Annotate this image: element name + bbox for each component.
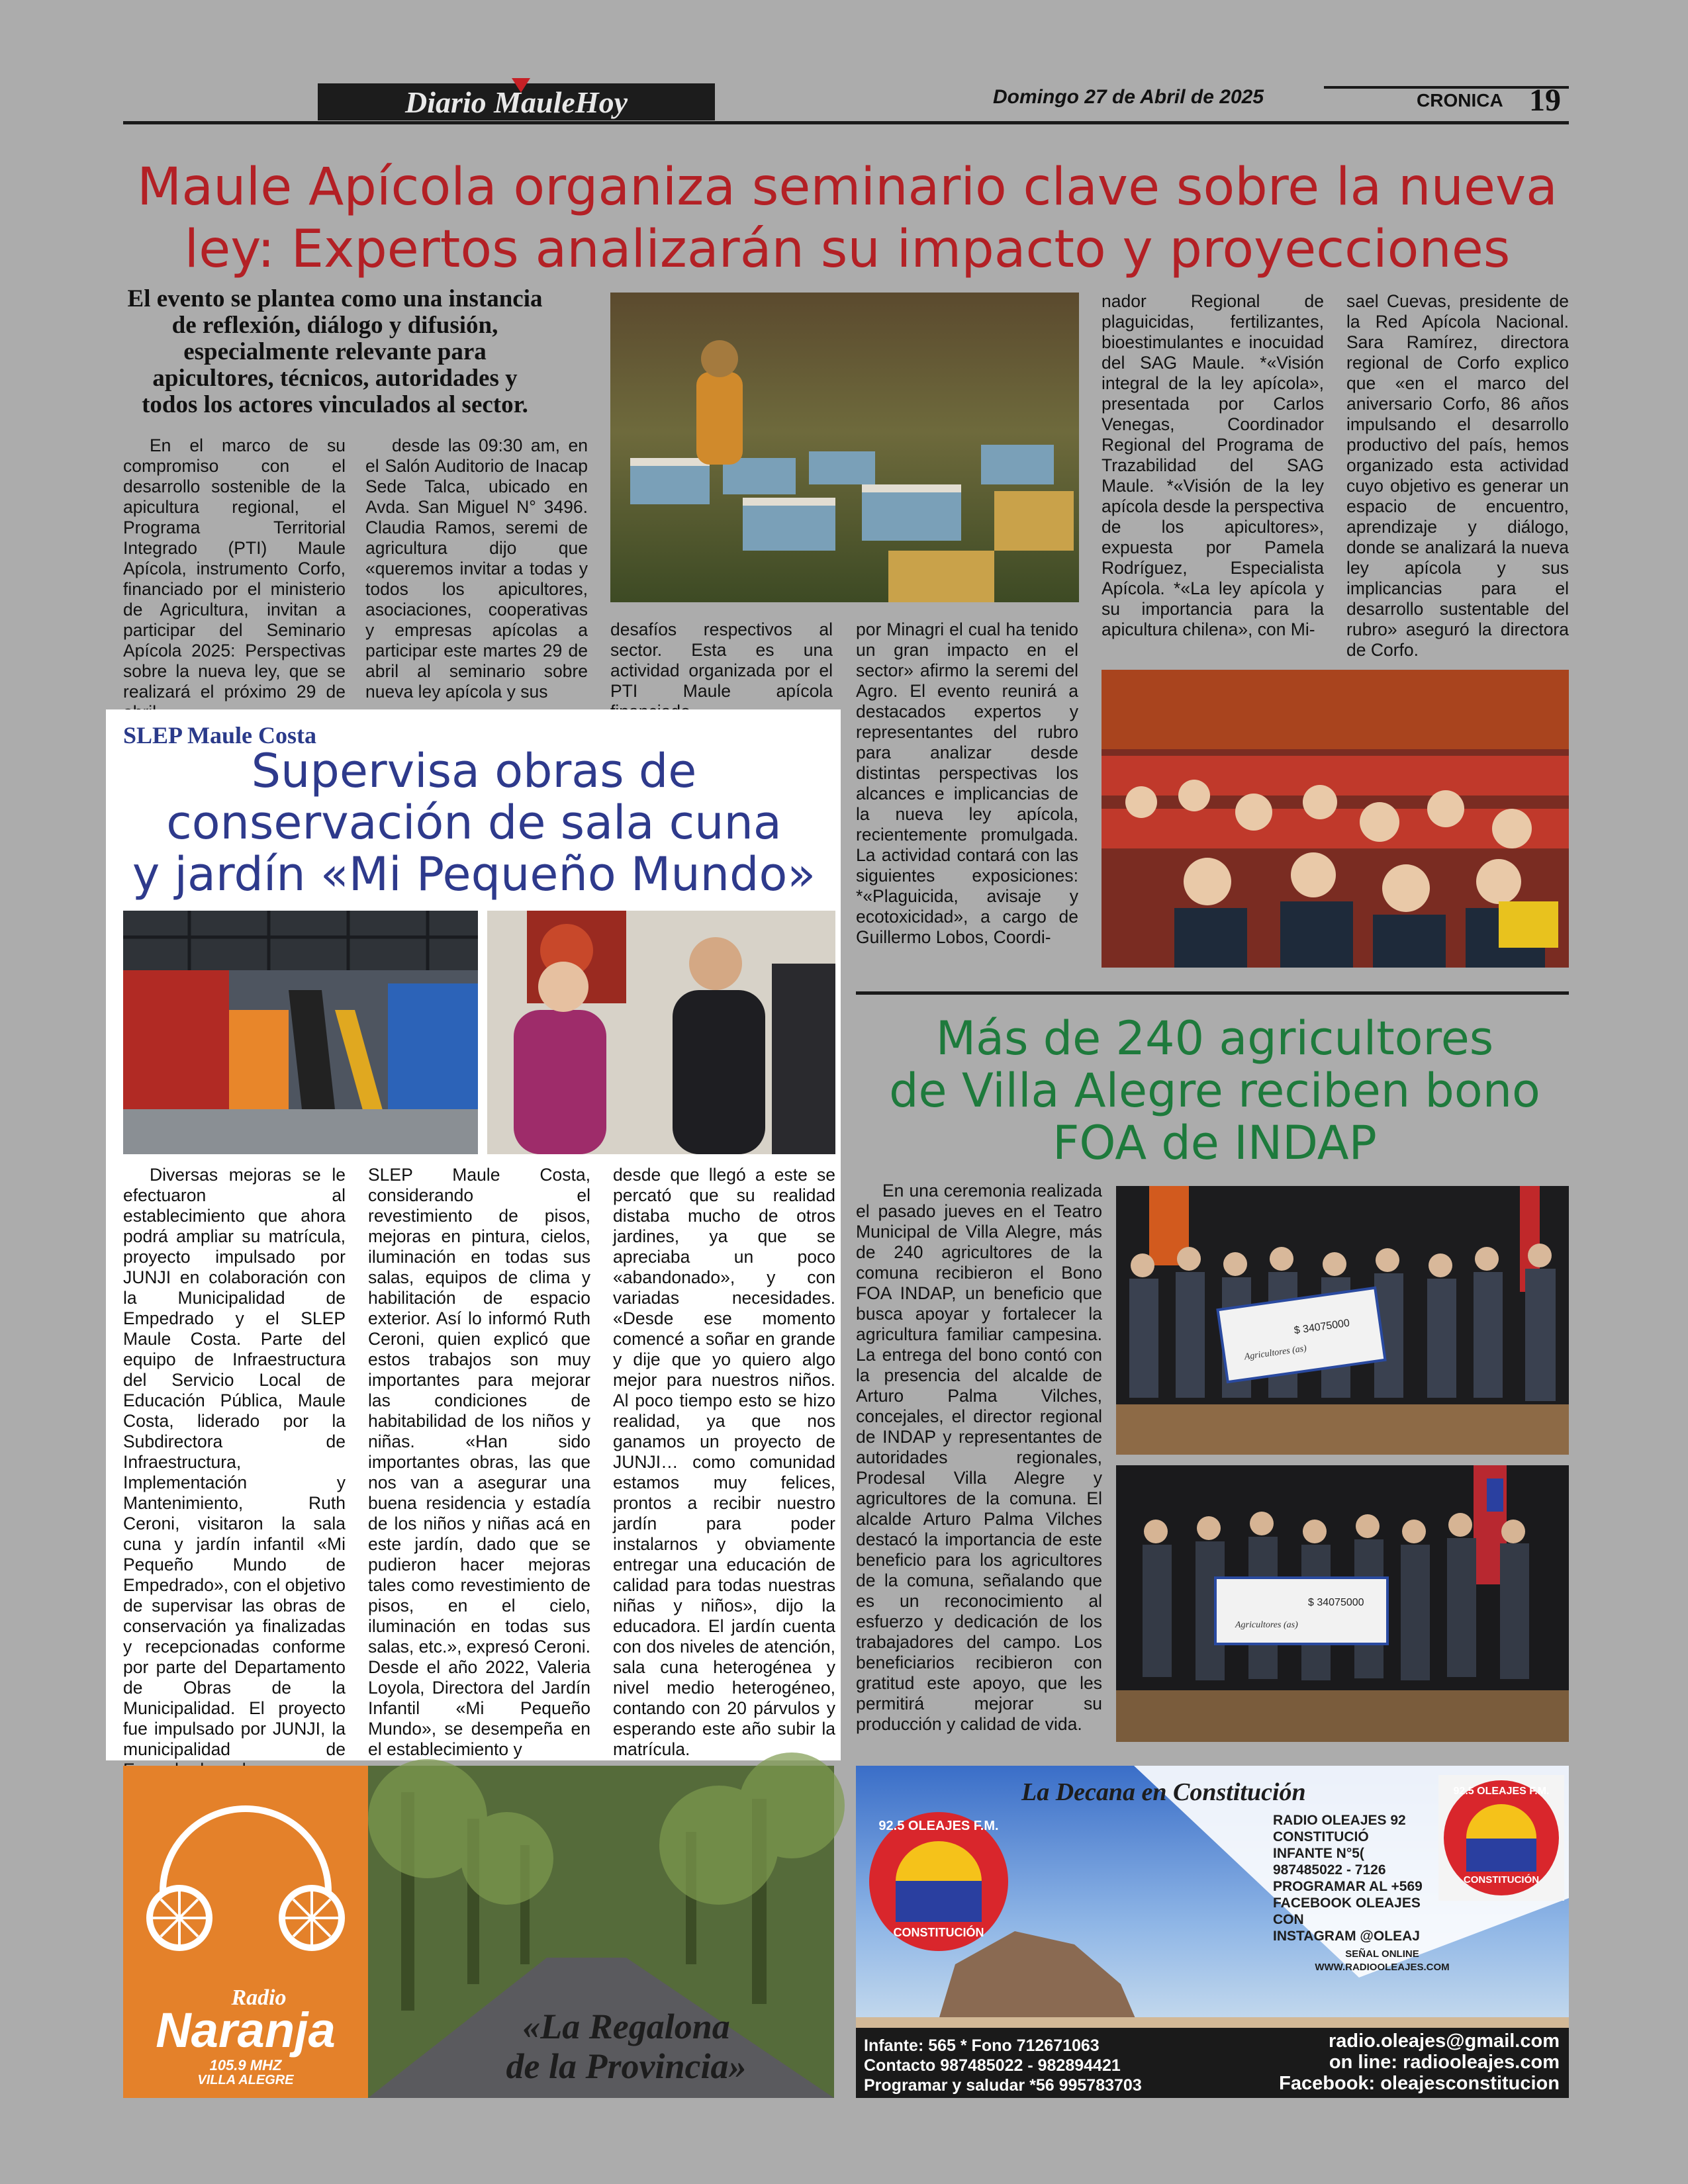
naranja-slogan-line1: «La Regalona xyxy=(522,2007,730,2046)
radio-naranja-ad xyxy=(123,1766,834,2098)
oleajes-footer xyxy=(856,2028,1569,2098)
naranja-place: VILLA ALEGRE xyxy=(197,2073,294,2087)
oleajes-info-line: INFANTE N°5( xyxy=(1273,1846,1364,1861)
oleajes-online-label: SEÑAL ONLINE xyxy=(1345,1948,1419,1960)
officials-visit-photo xyxy=(487,911,835,1154)
oleajes-info-line: 987485022 - 7126 xyxy=(1273,1862,1386,1878)
oleajes-tagline: La Decana en Constitución xyxy=(1021,1778,1306,1806)
issue-date: Domingo 27 de Abril de 2025 xyxy=(993,86,1264,108)
article1-col4 xyxy=(856,619,1078,964)
article2-kicker: SLEP Maule Costa xyxy=(123,722,317,749)
oleajes-footer-left xyxy=(864,2036,1142,2095)
oleajes-logo-right xyxy=(1438,1775,1564,1901)
naranja-brand: Naranja xyxy=(156,2003,336,2058)
oleajes-logo-right-text: 92.5 OLEAJES F.M. xyxy=(1453,1786,1550,1797)
naranja-brand-small: Radio xyxy=(231,1985,287,2010)
oleajes-footer-left-line: Infante: 565 * Fono 712671063 xyxy=(864,2036,1100,2055)
article1-col6-text: sael Cuevas, presidente de la Red Apícola Nacional. Sara Ramírez, directora regional de Corfo explico que «en el marco del aniversario Corfo, 86 años impulsando el desarrollo productivo del país, hemos organizado esta actividad cuyo objetivo es generar un espacio de encuentro, aprendizaje y diálogo, donde se analizará la nueva ley apícola y sus implicancias para el desarrollo sustentable del rubro» aseguró la directora de Corfo. xyxy=(1346,291,1569,660)
oleajes-logo-right-sun-icon xyxy=(1466,1804,1536,1872)
bono-ceremony-photo-1 xyxy=(1116,1186,1569,1455)
oleajes-footer-right-line: Facebook: oleajesconstitucion xyxy=(1279,2073,1560,2094)
article1-col3 xyxy=(610,619,833,699)
article1-col1-text: En el marco de su compromiso con el desarrollo sostenible de la apicultura regional, el Programa Territorial Integrado (PTI) Maule Apícola, instrumento Corfo, financiado por el ministerio de Agricultura, invitan a participar del Seminario Apícola 2025: Perspectivas sobre la nueva ley, que se realizará el próximo 29 de xyxy=(123,435,346,702)
seminar-audience-photo xyxy=(1102,670,1569,968)
article3-body xyxy=(856,1181,1102,1750)
article1-col5 xyxy=(1102,291,1324,662)
article1-col6 xyxy=(1346,291,1569,662)
section-divider xyxy=(856,991,1569,995)
naranja-slogan-line2: de la Provincia» xyxy=(506,2046,747,2086)
page-number: 19 xyxy=(1529,83,1561,118)
oleajes-footer-right xyxy=(1279,2030,1560,2094)
check-label-1: Agricultores (as) xyxy=(1243,1343,1307,1363)
article1-subhead: El evento se plantea como una instancia de reflexión, diálogo y difusión, especialmente relevante para apicultores, técnicos, autoridades y todos los actores vinculados al sector. xyxy=(127,285,543,418)
article1-col3-text: desafíos respectivos al sector. Esta es una actividad organizada por el PTI Maule apícola xyxy=(610,619,833,701)
oleajes-online-url: WWW.RADIOOLEAJES.COM xyxy=(1315,1962,1450,1973)
oleajes-logo-left-sun-icon xyxy=(896,1841,982,1922)
article2-headline xyxy=(123,745,825,900)
oleajes-footer-left-line: Programar y saludar *56 995783703 xyxy=(864,2076,1142,2095)
oleajes-footer-right-line: on line: radiooleajes.com xyxy=(1329,2052,1560,2073)
article1-col4-text: por Minagri el cual ha tenido un gran impacto en el sector» afirmo la seremi del Agro. El evento reunirá a destacados expertos y representantes del rubro para analizar desde distintas perspectivas los alcances e implicancias de la nueva ley apícola, recientemente promulgada. La actividad contará con las siguientes exposiciones: *«Plaguicida, avisaje y ecotoxicidad», a cargo de Guillermo Lobos, Coordi- xyxy=(856,619,1078,947)
masthead-accent-icon xyxy=(512,78,530,93)
article2-headline-line2: conservación de sala cuna xyxy=(166,796,782,850)
article1-col2-text: desde las 09:30 am, en el Salón Auditorio de Inacap Sede Talca, ubicado en Avda. San Miguel N° 3496. Claudia Ramos, seremi de agricultura dijo que «queremos invitar a todas y todos los apicultores, asociaciones, cooperativas y empresas apícolas a participar este martes 29 de abril al seminario sobre nueva ley apícola y sus xyxy=(365,435,588,702)
article3-headline-line3: FOA de INDAP xyxy=(1053,1116,1377,1170)
article2-col2-text: SLEP Maule Costa, considerando el revestimiento de pisos, mejoras en pintura, cielos, iluminación en todas sus salas, equipos de clima y habilitación de espacio exterior. Así lo informó Ruth Ceroni, quien explicó que estos trabajos son muy importantes para mejorar las condiciones de habitabilidad de los niños y niñas. «Han sido importantes obras, las que nos van a asegurar una buena residencia y estadía de los niños y niñas acá en este jardín, dado que se pudieron hacer mejoras tales como revestimiento de pisos, en el cielo, iluminación en todas sus salas, etc.», expresó Ceroni. Desde el año 2022, Valeria Loyola, Directora del Jardín Infantil «Mi Pequeño Mundo», se desempeña en el establecimiento y xyxy=(368,1165,590,1759)
oleajes-logo-left xyxy=(869,1812,1008,1951)
oleajes-info-line: CONSTITUCIÓ xyxy=(1273,1829,1369,1844)
oleajes-info xyxy=(1273,1812,1438,1944)
check-amount-2: $ 34075000 xyxy=(1308,1597,1364,1608)
article3-headline xyxy=(861,1013,1569,1169)
section-name: CRONICA xyxy=(1417,90,1503,111)
check-amount-1: $ 34075000 xyxy=(1293,1317,1350,1337)
header-rule xyxy=(123,121,1569,124)
article2-headline-line3: y jardín «Mi Pequeño Mundo» xyxy=(132,847,816,901)
article1-col2 xyxy=(365,435,588,700)
article1-headline xyxy=(119,156,1575,281)
naranja-frequency: 105.9 MHZ xyxy=(209,2057,282,2073)
oleajes-info-line: INSTAGRAM @OLEAJ xyxy=(1273,1929,1420,1944)
article1-col5-text: nador Regional de plaguicidas, fertilizantes, bioestimulantes e inocuidad del SAG Maule. *«Visión integral de la ley apícola», presentada por Carlos Venegas, Coordinador Regional del Programa de Trazabilidad del SAG Maule. *«Visión de la ley apícola desde la perspectiva de los apicultores», expuesta por Pamela Rodríguez, Especialista Apícola. *«La ley apícola y su importancia para la apicultura chilena», con Mi- xyxy=(1102,291,1324,639)
check-label-2: Agricultores (as) xyxy=(1235,1620,1298,1630)
newspaper-name: Diario MauleHoy xyxy=(404,85,628,119)
article3-headline-line2: de Villa Alegre reciben bono xyxy=(889,1064,1540,1118)
naranja-slogan xyxy=(454,2007,798,2086)
kindergarten-playground-photo xyxy=(123,911,478,1154)
article3-body-text: En una ceremonia realizada el pasado jueves en el Teatro Municipal de Villa Alegre, más de 240 agricultores de la comuna recibieron el Bono FOA INDAP, un beneficio que busca apoyar y fortalecer la agricultura familiar campesina. La entrega del bono contó con la presencia del alcalde de Arturo Palma Vilches, concejales, el director regional de INDAP y representantes de autoridades regionales, Prodesal Villa Alegre y agricultores de la comuna. El alcalde Arturo Palma Vilches destacó la importancia de este beneficio para los agricultores de la comuna, señalando que es un reconocimiento al esfuerzo y dedicación de los trabajadores del campo. Los beneficiarios recibieron con gratitud este apoyo, que les permitirá mejorar su producción y calidad de vida. xyxy=(856,1181,1102,1734)
article1-headline-line1: Maule Apícola organiza seminario clave sobre la nueva xyxy=(137,158,1558,217)
oleajes-info-line: FACEBOOK OLEAJES CON xyxy=(1273,1895,1421,1927)
oleajes-logo-right-bottom: CONSTITUCIÓN xyxy=(1463,1874,1540,1886)
article2-col3-text: desde que llegó a este se percató que su realidad distaba mucho de otros jardines, ya que se apreciaba un poco «abandonado», y con variadas necesidades. «Desde ese momento comencé a soñar en grande y dije que yo quiero algo mejor para nuestros niños. Al poco tiempo esto se hizo realidad, ya que nos ganamos un proyecto de JUNJI… como comunidad estamos muy felices, prontos a recibir nuestro jardín para poder instalarnos y obviamente entregar una educación de calidad para todas nuestras niñas y niños», dijo la educadora. El jardín cuenta con dos niveles de atención, sala cuna heterogénea y nivel medio heterogéneo, contando con 20 párvulos y esperando este año subir la matrícula. xyxy=(613,1165,835,1759)
article2-headline-line1: Supervisa obras de xyxy=(251,744,697,798)
oleajes-footer-left-line: Contacto 987485022 - 982894421 xyxy=(864,2056,1121,2075)
oleajes-logo-left-bottom: CONSTITUCIÓN xyxy=(893,1926,984,1939)
article3-headline-line1: Más de 240 agricultores xyxy=(935,1011,1494,1066)
oleajes-footer-right-line: radio.oleajes@gmail.com xyxy=(1328,2030,1560,2052)
article2-col2 xyxy=(368,1165,590,1759)
bono-ceremony-photo-2 xyxy=(1116,1465,1569,1742)
article1-col1 xyxy=(123,435,346,700)
oleajes-info-line: PROGRAMAR AL +569 xyxy=(1273,1879,1423,1894)
beekeeper-photo xyxy=(610,293,1079,602)
article1-headline-line2: ley: Expertos analizarán su impacto y proyecciones xyxy=(184,220,1511,279)
oleajes-logo-left-text: 92.5 OLEAJES F.M. xyxy=(878,1819,999,1833)
article2-col1 xyxy=(123,1165,346,1759)
masthead xyxy=(318,83,715,120)
article2-col1-text: Diversas mejoras se le efectuaron al establecimiento que ahora podrá ampliar su matrícula, proyecto impulsado por JUNJI en colaboración con la Municipalidad de Empedrado y el SLEP Maule Costa. Parte del equipo de Infraestructura del Servicio Local de Educación Pública, Maule Costa, liderado por la Subdirectora de Infraestructura, Implementación y Mantenimiento, Ruth Ceroni, visitaron la sala cuna y jardín infantil «Mi Pequeño Mundo de Empedrado», con el objetivo de supervisar las obras de conservación ya finalizadas y recepcionadas conforme por parte del Departamento de Obras de la Municipalidad. El proyecto fue impulsado por JUNJI, la municipalidad de xyxy=(123,1165,346,1759)
article2-col3 xyxy=(613,1165,835,1759)
radio-oleajes-ad xyxy=(856,1766,1569,2098)
oleajes-info-line: RADIO OLEAJES 92 xyxy=(1273,1813,1406,1828)
